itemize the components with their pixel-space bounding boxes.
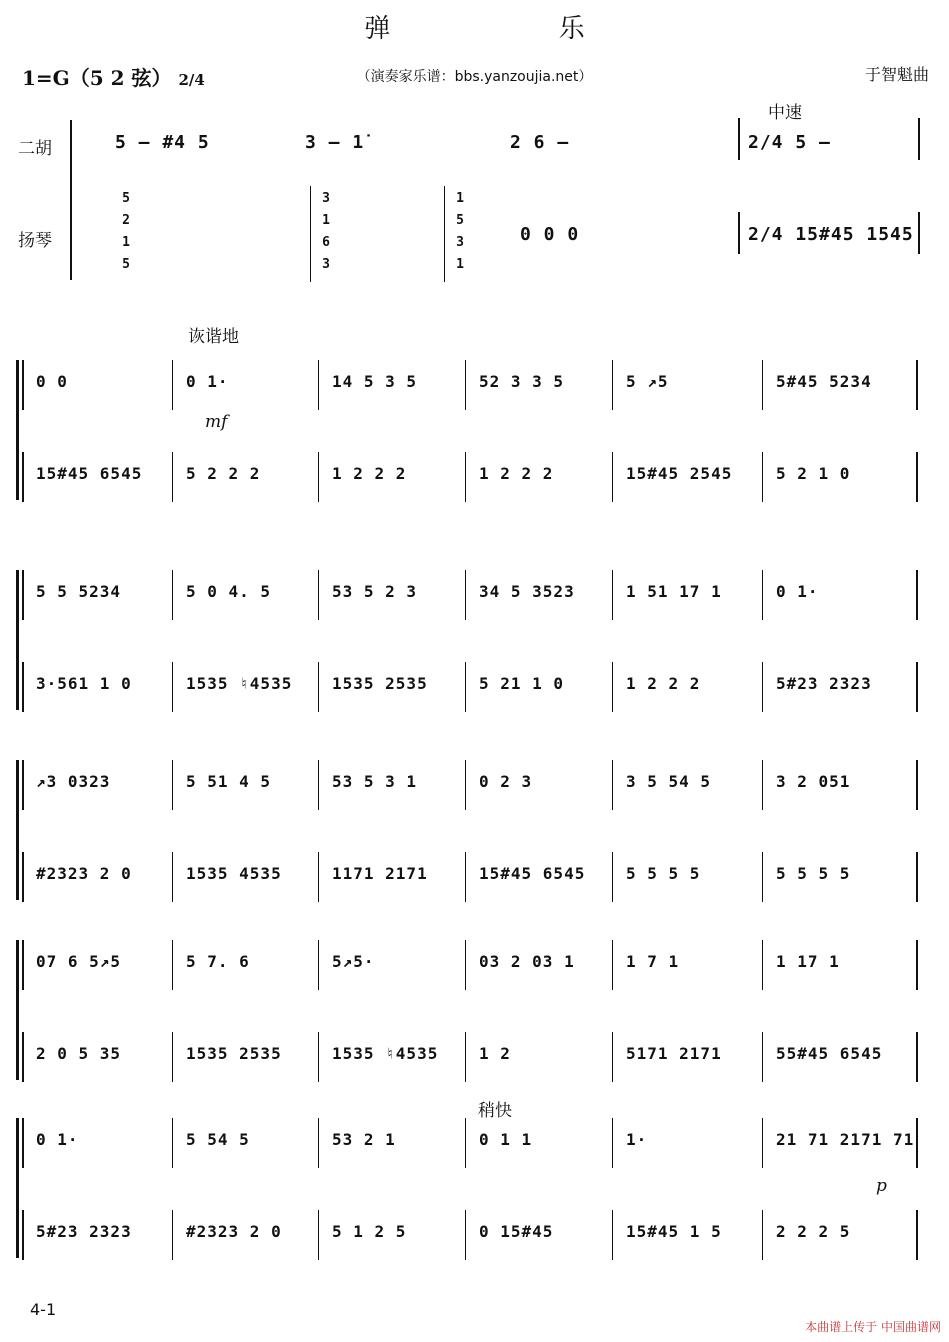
row-2-erhu-measure-4: 34 5 3523 bbox=[479, 582, 575, 601]
dynamic-mf: mf bbox=[205, 412, 228, 432]
tempo-faster: 稍快 bbox=[478, 1101, 512, 1121]
barline bbox=[918, 118, 920, 160]
intro-erhu-1: 5 – #4 5 bbox=[115, 132, 210, 153]
barline bbox=[916, 1118, 918, 1168]
row-5-yangqin-measure-3: 5 1 2 5 bbox=[332, 1222, 407, 1241]
barline bbox=[318, 360, 319, 410]
barline bbox=[612, 940, 613, 990]
row-3-erhu-measure-2: 5 51 4 5 bbox=[186, 772, 272, 791]
barline bbox=[916, 1210, 918, 1260]
barline bbox=[22, 360, 24, 410]
row-4-yangqin-measure-5: 5171 2171 bbox=[626, 1044, 722, 1063]
row-3-erhu-measure-6: 3 2 051 bbox=[776, 772, 851, 791]
intro-yangqin-rests: 0 0 0 bbox=[520, 224, 580, 245]
barline bbox=[318, 760, 319, 810]
row-3-yangqin-measure-1: #2323 2 0 bbox=[36, 864, 132, 883]
row-3-erhu-measure-1: ↗3 0323 bbox=[36, 772, 111, 791]
intro-chord-1: 5 2 1 5 bbox=[122, 191, 130, 272]
barline bbox=[762, 760, 763, 810]
barline bbox=[318, 570, 319, 620]
row-5-yangqin-measure-2: #2323 2 0 bbox=[186, 1222, 282, 1241]
barline bbox=[318, 1032, 319, 1082]
barline bbox=[762, 852, 763, 902]
barline bbox=[762, 570, 763, 620]
barline bbox=[465, 852, 466, 902]
row-3-yangqin-measure-5: 5 5 5 5 bbox=[626, 864, 701, 883]
row-1-erhu-measure-6: 5#45 5234 bbox=[776, 372, 872, 391]
barline bbox=[918, 212, 920, 254]
barline bbox=[465, 570, 466, 620]
row-5-yangqin-measure-1: 5#23 2323 bbox=[36, 1222, 132, 1241]
row-4-yangqin-measure-4: 1 2 bbox=[479, 1044, 511, 1063]
source-text: （演奏家乐谱：bbs.yanzoujia.net） bbox=[356, 69, 593, 85]
barline bbox=[318, 452, 319, 502]
row-4-erhu-measure-4: 03 2 03 1 bbox=[479, 952, 575, 971]
barline bbox=[612, 1032, 613, 1082]
row-1-yangqin-measure-2: 5 2 2 2 bbox=[186, 464, 261, 483]
barline bbox=[172, 662, 173, 712]
row-2-yangqin-measure-2: 1535 ♮4535 bbox=[186, 674, 293, 693]
row-4-erhu-measure-2: 5 7. 6 bbox=[186, 952, 250, 971]
barline bbox=[22, 852, 24, 902]
row-2-erhu-measure-2: 5 0 4. 5 bbox=[186, 582, 272, 601]
barline bbox=[22, 1118, 24, 1168]
row-2-erhu-measure-3: 53 5 2 3 bbox=[332, 582, 418, 601]
barline bbox=[916, 852, 918, 902]
barline bbox=[318, 662, 319, 712]
barline bbox=[916, 662, 918, 712]
barline bbox=[762, 452, 763, 502]
row-1-yangqin-measure-4: 1 2 2 2 bbox=[479, 464, 554, 483]
barline bbox=[172, 1210, 173, 1260]
footer-watermark: 本曲谱上传于 中国曲谱网 bbox=[805, 1320, 941, 1334]
row-1-erhu-measure-5: 5 ↗5 bbox=[626, 372, 669, 391]
system-bracket bbox=[16, 940, 19, 1080]
barline bbox=[612, 1210, 613, 1260]
barline bbox=[612, 760, 613, 810]
barline bbox=[444, 186, 445, 282]
barline bbox=[762, 360, 763, 410]
row-3-yangqin-measure-6: 5 5 5 5 bbox=[776, 864, 851, 883]
row-2-yangqin-measure-3: 1535 2535 bbox=[332, 674, 428, 693]
row-3-erhu-measure-3: 53 5 3 1 bbox=[332, 772, 418, 791]
barline bbox=[465, 1032, 466, 1082]
barline bbox=[465, 1118, 466, 1168]
row-2-yangqin-measure-5: 1 2 2 2 bbox=[626, 674, 701, 693]
barline bbox=[22, 940, 24, 990]
barline bbox=[172, 760, 173, 810]
dynamic-p: p bbox=[876, 1176, 887, 1196]
barline bbox=[465, 360, 466, 410]
row-5-yangqin-measure-5: 15#45 1 5 bbox=[626, 1222, 722, 1241]
row-3-erhu-measure-4: 0 2 3 bbox=[479, 772, 533, 791]
barline bbox=[612, 360, 613, 410]
row-2-erhu-measure-6: 0 1· bbox=[776, 582, 819, 601]
row-3-yangqin-measure-4: 15#45 6545 bbox=[479, 864, 586, 883]
instrument-label-erhu: 二胡 bbox=[18, 139, 52, 159]
intro-erhu-3: 2 6 – bbox=[510, 132, 570, 153]
barline bbox=[318, 1210, 319, 1260]
composer: 于智魁曲 bbox=[864, 65, 929, 84]
barline bbox=[762, 1118, 763, 1168]
barline bbox=[22, 570, 24, 620]
barline bbox=[916, 940, 918, 990]
intro-erhu-2: 3 – 1̇ bbox=[305, 132, 365, 153]
barline bbox=[612, 662, 613, 712]
barline bbox=[172, 452, 173, 502]
time-signature: 2/4 bbox=[178, 71, 205, 89]
row-2-erhu-measure-1: 5 5 5234 bbox=[36, 582, 122, 601]
barline bbox=[465, 1210, 466, 1260]
row-3-erhu-measure-5: 3 5 54 5 bbox=[626, 772, 712, 791]
barline bbox=[465, 452, 466, 502]
barline bbox=[738, 118, 740, 160]
row-1-erhu-measure-4: 52 3 3 5 bbox=[479, 372, 565, 391]
row-4-erhu-measure-6: 1 17 1 bbox=[776, 952, 840, 971]
row-5-erhu-measure-4: 0 1 1 bbox=[479, 1130, 533, 1149]
row-4-yangqin-measure-1: 2 0 5 35 bbox=[36, 1044, 122, 1063]
key-signature: 1=G（5 2 弦） 2/4 bbox=[22, 66, 205, 90]
barline bbox=[916, 1032, 918, 1082]
row-1-yangqin-measure-5: 15#45 2545 bbox=[626, 464, 733, 483]
barline bbox=[465, 662, 466, 712]
barline bbox=[762, 1210, 763, 1260]
barline bbox=[762, 940, 763, 990]
barline bbox=[318, 1118, 319, 1168]
barline bbox=[22, 452, 24, 502]
barline bbox=[22, 1210, 24, 1260]
row-5-erhu-measure-2: 5 54 5 bbox=[186, 1130, 250, 1149]
row-4-yangqin-measure-3: 1535 ♮4535 bbox=[332, 1044, 439, 1063]
barline bbox=[172, 940, 173, 990]
page-title: 弹 乐 bbox=[364, 14, 665, 44]
row-5-erhu-measure-1: 0 1· bbox=[36, 1130, 79, 1149]
intro-chord-2: 3 1 6 3 bbox=[322, 191, 330, 272]
barline bbox=[762, 662, 763, 712]
system-bracket bbox=[16, 570, 19, 710]
barline bbox=[172, 360, 173, 410]
intro-erhu-4: 2/4 5 – bbox=[748, 132, 831, 153]
system-bracket bbox=[70, 120, 72, 280]
system-bracket bbox=[16, 760, 19, 900]
row-3-yangqin-measure-2: 1535 4535 bbox=[186, 864, 282, 883]
row-1-erhu-measure-3: 14 5 3 5 bbox=[332, 372, 418, 391]
row-5-yangqin-measure-4: 0 15#45 bbox=[479, 1222, 554, 1241]
tempo-humorous: 诙谐地 bbox=[188, 327, 239, 347]
barline bbox=[612, 1118, 613, 1168]
barline bbox=[172, 852, 173, 902]
row-5-erhu-measure-5: 1· bbox=[626, 1130, 648, 1149]
barline bbox=[22, 760, 24, 810]
barline bbox=[172, 1032, 173, 1082]
row-1-yangqin-measure-3: 1 2 2 2 bbox=[332, 464, 407, 483]
barline bbox=[612, 570, 613, 620]
barline bbox=[465, 940, 466, 990]
row-1-erhu-measure-2: 0 1· bbox=[186, 372, 229, 391]
tempo-moderato: 中速 bbox=[768, 103, 802, 123]
barline bbox=[22, 662, 24, 712]
barline bbox=[172, 570, 173, 620]
row-2-yangqin-measure-6: 5#23 2323 bbox=[776, 674, 872, 693]
barline bbox=[738, 212, 740, 254]
barline bbox=[916, 760, 918, 810]
row-1-erhu-measure-1: 0 0 bbox=[36, 372, 68, 391]
barline bbox=[318, 852, 319, 902]
row-1-yangqin-measure-1: 15#45 6545 bbox=[36, 464, 143, 483]
barline bbox=[916, 452, 918, 502]
row-3-yangqin-measure-3: 1171 2171 bbox=[332, 864, 428, 883]
row-4-erhu-measure-5: 1 7 1 bbox=[626, 952, 680, 971]
row-5-erhu-measure-6: 21 71 2171 71 bbox=[776, 1130, 915, 1149]
row-4-erhu-measure-3: 5↗5· bbox=[332, 952, 375, 971]
row-5-erhu-measure-3: 53 2 1 bbox=[332, 1130, 396, 1149]
barline bbox=[310, 186, 311, 282]
barline bbox=[612, 852, 613, 902]
row-2-yangqin-measure-4: 5 21 1 0 bbox=[479, 674, 565, 693]
row-4-erhu-measure-1: 07 6 5↗5 bbox=[36, 952, 122, 971]
system-bracket bbox=[16, 1118, 19, 1258]
row-4-yangqin-measure-6: 55#45 6545 bbox=[776, 1044, 883, 1063]
barline bbox=[916, 360, 918, 410]
barline bbox=[612, 452, 613, 502]
barline bbox=[172, 1118, 173, 1168]
barline bbox=[22, 1032, 24, 1082]
row-2-yangqin-measure-1: 3·561 1 0 bbox=[36, 674, 132, 693]
barline bbox=[762, 1032, 763, 1082]
barline bbox=[465, 760, 466, 810]
instrument-label-yangqin: 扬琴 bbox=[18, 231, 52, 251]
intro-chord-3: 1 5 3 1 bbox=[456, 191, 464, 272]
row-2-erhu-measure-5: 1 51 17 1 bbox=[626, 582, 722, 601]
intro-yangqin-2: 2/4 15#45 1545 bbox=[748, 224, 914, 245]
row-5-yangqin-measure-6: 2 2 2 5 bbox=[776, 1222, 851, 1241]
row-1-yangqin-measure-6: 5 2 1 0 bbox=[776, 464, 851, 483]
system-bracket bbox=[16, 360, 19, 500]
barline bbox=[318, 940, 319, 990]
row-4-yangqin-measure-2: 1535 2535 bbox=[186, 1044, 282, 1063]
barline bbox=[916, 570, 918, 620]
page-number: 4-1 bbox=[30, 1300, 57, 1319]
